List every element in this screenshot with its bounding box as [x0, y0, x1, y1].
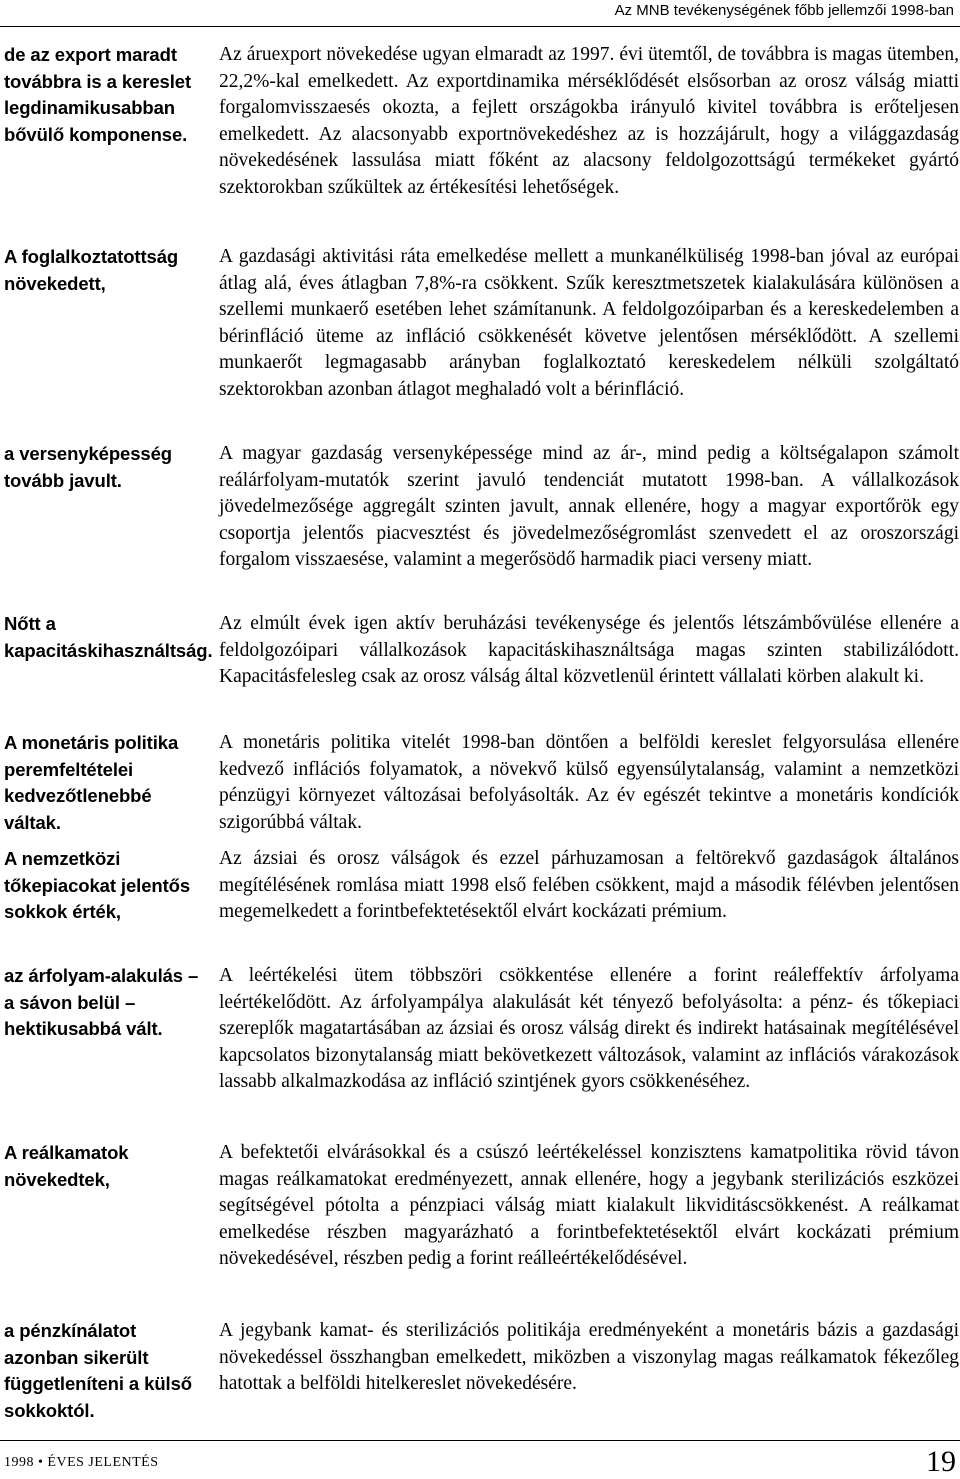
paragraph: A jegybank kamat- és sterilizációs politikája eredményeként a monetáris bázis a gazdasági növekedéssel összhangban emelkedett, miközben a viszonylag magas reálkamatok fékezőleg hatottak a belföldi hitelkereslet növekedésére.: [219, 1320, 959, 1394]
page-footer: [0, 1440, 960, 1479]
margin-note: A reálkamatok növekedtek,: [4, 1142, 129, 1190]
margin-note: A foglalkoztatottság növekedett,: [4, 246, 179, 294]
margin-note: de az export maradt továbbra is a kereslet legdinamikusabban bővülő komponense.: [4, 44, 192, 145]
paragraph: A gazdasági aktivitási ráta emelkedése mellett a munkanélküliség 1998-ban jóval az európai átlag alá, éves átlagban 7,8%-ra csökkent. Szűk keresztmetszetek kialakulására különösen a szellemi munkaerő esetében lehet számítanunk. A feldolgozóiparban és a kereskedelemben a bérinfláció üteme az infláció csökkenését követve jelentősen mérséklődött. A szellemi munkaerőt legmagasabb arányban foglalkoztató kereskedelem nélküli szolgáltató szektorokban azonban átlagot meghaladó volt a bérinfláció.: [219, 246, 959, 400]
paragraph: Az áruexport növekedése ugyan elmaradt az 1997. évi ütemtől, de továbbra is magas ütemben, 22,2%-kal emelkedett. Az exportdinamika mérséklődését elsősorban az orosz válság miatti forgalomvisszaesés okozta, a fejlett országokba irányuló kivitel továbbra is erőteljesen emelkedett. Az alacsonyabb exportnövekedéshez az is hozzájárult, hogy a világgazdaság növekedésének lassulása miatt főként az alacsony feldolgozottságú termékeket gyártó szektorokban szűkültek az értékesítési lehetőségek.: [219, 44, 959, 198]
footer-report-title: 1998 • ÉVES JELENTÉS: [4, 1455, 159, 1470]
paragraph: Az ázsiai és orosz válságok és ezzel párhuzamosan a feltörekvő gazdaságok általános megítélésének romlása miatt 1998 első felében csökkent, majd a második félévben jelentősen megemelkedett a forintbefektetésektől elvárt kockázati prémium.: [219, 848, 959, 922]
page-number: 19: [926, 1445, 956, 1478]
paragraph: A magyar gazdaság versenyképessége mind az ár-, mind pedig a költségalapon számolt reálárfolyam-mutatók szerint javuló tendenciát mutatott 1998-ban. A vállalkozások jövedelmezősége aggregált szinten javult, annak ellenére, hogy a magyar exportőrök egy csoportja jelentős piacvesztést és jövedelmezőségromlást szenvedett el az oroszországi forgalom visszaesése, valamint a megerősödő harmadik piaci verseny miatt.: [219, 443, 959, 570]
margin-note: az árfolyam-alakulás – a sávon belül – hektikusabbá vált.: [4, 965, 199, 1039]
margin-note: a pénzkínálatot azonban sikerült függetleníteni a külső sokkoktól.: [4, 1320, 192, 1421]
paragraph: A leértékelési ütem többszöri csökkentése ellenére a forint reáleffektív árfolyama leértékelődött. Az árfolyampálya alakulását két tényező befolyásolta: a pénz- és tőkepiaci szereplők magatartásában az ázsiai és orosz válság direkt és indirekt hatásainak megítélésével kapcsolatos bizonytalanság miatt bekövetkezett változások, valamint az inflációs várakozások lassabb alkalmazkodása az infláció szintjének gyors csökkenéséhez.: [219, 965, 959, 1092]
margin-note: A monetáris politika peremfeltételei kedvezőtlenebbé váltak.: [4, 732, 179, 833]
page-header: [0, 0, 960, 27]
paragraph: Az elmúlt évek igen aktív beruházási tevékenysége és jelentős létszámbővülése ellenére a feldolgozóipari vállalkozások kapacitáskihasználtsága magas szinten stabilizálódott. Kapacitásfelesleg csak az orosz válság által közvetlenül érintett vállalati körben alakult ki.: [219, 613, 959, 687]
margin-note: Nőtt a kapacitáskihasználtság.: [4, 613, 213, 661]
margin-note: A nemzetközi tőkepiacokat jelentős sokkok érték,: [4, 848, 191, 922]
margin-note: a versenyképesség tovább javult.: [4, 443, 173, 491]
paragraph: A monetáris politika vitelét 1998-ban döntően a belföldi kereslet felgyorsulása ellenére kedvező inflációs folyamatok, a növekvő külső egyensúlytalanság, valamint a nemzetközi pénzügyi környezet változásai befolyásolták. Az év egészét tekintve a monetáris kondíciók szigorúbbá váltak.: [219, 732, 959, 833]
running-header-title: Az MNB tevékenységének főbb jellemzői 1998-ban: [614, 2, 954, 19]
paragraph: A befektetői elvárásokkal és a csúszó leértékeléssel konzisztens kamatpolitika rövid távon magas reálkamatokat eredményezett, annak ellenére, hogy a jegybank sterilizációs eszközei segítségével pótolta a pénzpiaci válság miatt kialakult likviditáscsökkenést. A reálkamat emelkedése részben magyarázható a forintbefektetésektől elvárt kockázati prémium növekedésével, részben pedig a forint reálleértékelődésével.: [219, 1142, 959, 1269]
